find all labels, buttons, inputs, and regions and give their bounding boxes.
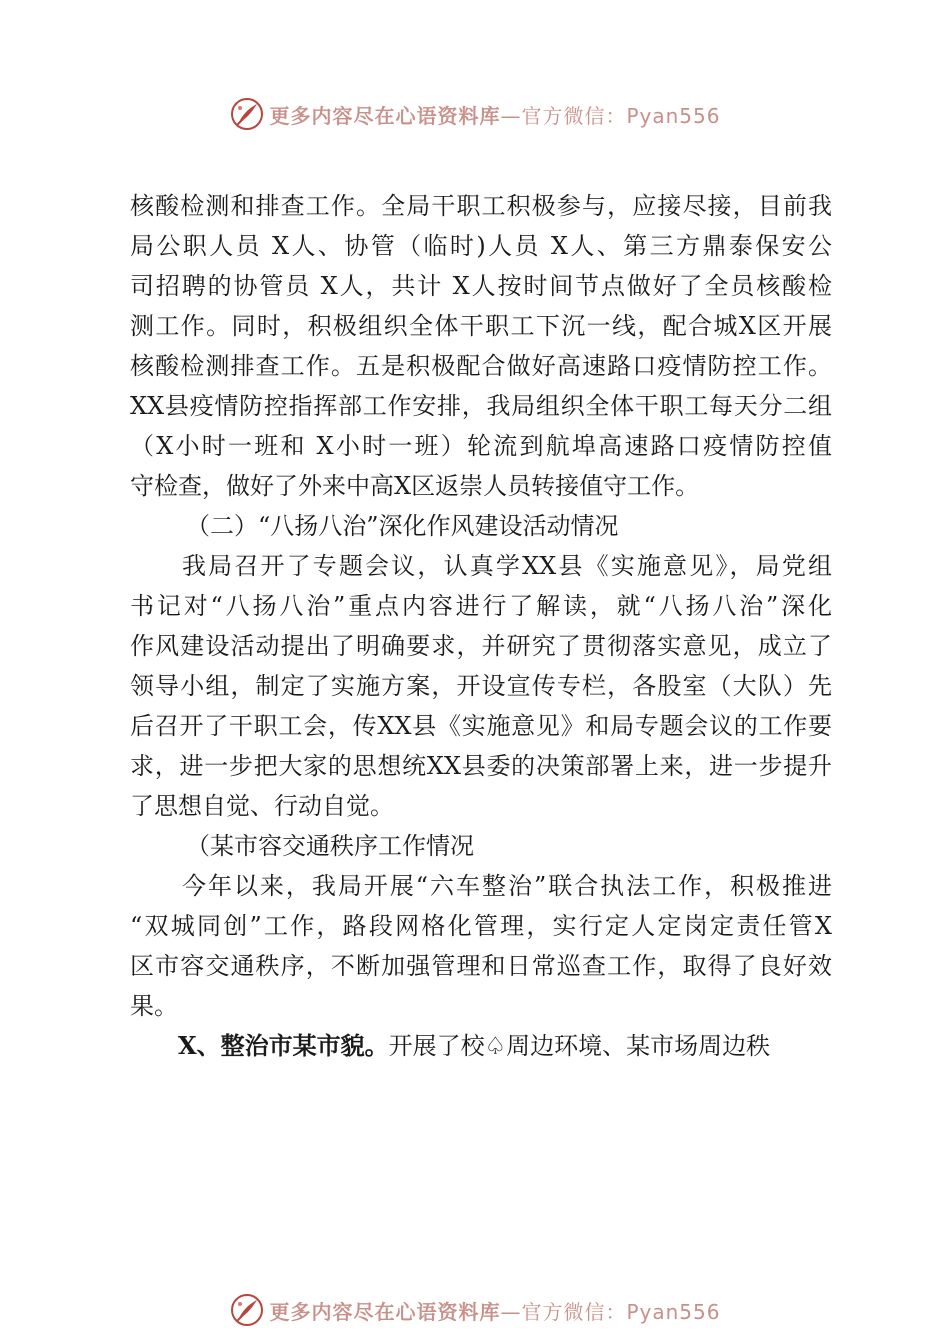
paragraph-line: 今年以来，我局开展“六车整治”联合执法工作，积极推进 (182, 872, 832, 900)
section-heading: （某市容交通秩序工作情况 (186, 832, 474, 860)
paragraph-line: 核酸检测排查工作。五是积极配合做好高速路口疫情防控工作。 (130, 352, 832, 380)
paragraph-line: 区市容交通秩序，不断加强管理和日常巡查工作，取得了良好效 (130, 952, 832, 980)
section-heading: （二）“八扬八治”深化作风建设活动情况 (186, 512, 619, 540)
paragraph-line: （X小时一班和 X小时一班）轮流到航埠高速路口疫情防控值 (130, 432, 832, 460)
paragraph-line: 求，进一步把大家的思想统XX县委的决策部署上来，进一步提升 (130, 752, 832, 780)
paragraph-line: “双城同创”工作，路段网格化管理，实行定人定岗定责任管X (130, 912, 832, 940)
paragraph-line: 测工作。同时，积极组织全体干职工下沉一线，配合城X区开展 (130, 312, 832, 340)
paragraph-line: 领导小组，制定了实施方案，开设宣传专栏，各股室（大队）先 (130, 672, 832, 700)
lead-rest: 开展了校♤周边环境、某市场周边秩 (388, 1032, 771, 1060)
paragraph-line: 司招聘的协管员 X人，共计 X人按时间节点做好了全员核酸检 (130, 272, 832, 300)
paragraph-line: 局公职人员 X人、协管（临时)人员 X人、第三方鼎泰保安公 (130, 232, 832, 260)
paragraph-line: 核酸检测和排查工作。全局干职工积极参与，应接尽接，目前我 (130, 192, 832, 220)
paragraph-line: 我局召开了专题会议，认真学XX县《实施意见》，局党组 (182, 552, 832, 580)
banner-title: 更多内容尽在心语资料库 (269, 103, 501, 128)
paragraph-line (130, 1026, 832, 1066)
document-body (130, 186, 832, 1066)
footer-banner (0, 1288, 950, 1332)
paragraph-line: 书记对“八扬八治”重点内容进行了解读，就“八扬八治”深化 (130, 592, 832, 620)
bold-lead: X、整治市某市貌。 (178, 1031, 389, 1060)
paragraph-line: 后召开了干职工会，传XX县《实施意见》和局专题会议的工作要 (130, 712, 832, 740)
quill-pen-logo-icon (229, 96, 265, 132)
header-banner (0, 92, 950, 136)
banner-wechat: —官方微信：Pyan556 (500, 1299, 721, 1324)
banner-wechat: —官方微信：Pyan556 (500, 103, 721, 128)
paragraph-line: 作风建设活动提出了明确要求，并研究了贯彻落实意见，成立了 (130, 632, 832, 660)
quill-pen-logo-icon (229, 1292, 265, 1328)
paragraph-line: 守检查，做好了外来中高X区返崇人员转接值守工作。 (130, 472, 700, 500)
banner-title: 更多内容尽在心语资料库 (269, 1299, 501, 1324)
paragraph-line: XX县疫情防控指挥部工作安排，我局组织全体干职工每天分二组 (130, 392, 832, 420)
paragraph-line: 果。 (130, 992, 178, 1020)
paragraph-line: 了思想自觉、行动自觉。 (130, 792, 394, 820)
